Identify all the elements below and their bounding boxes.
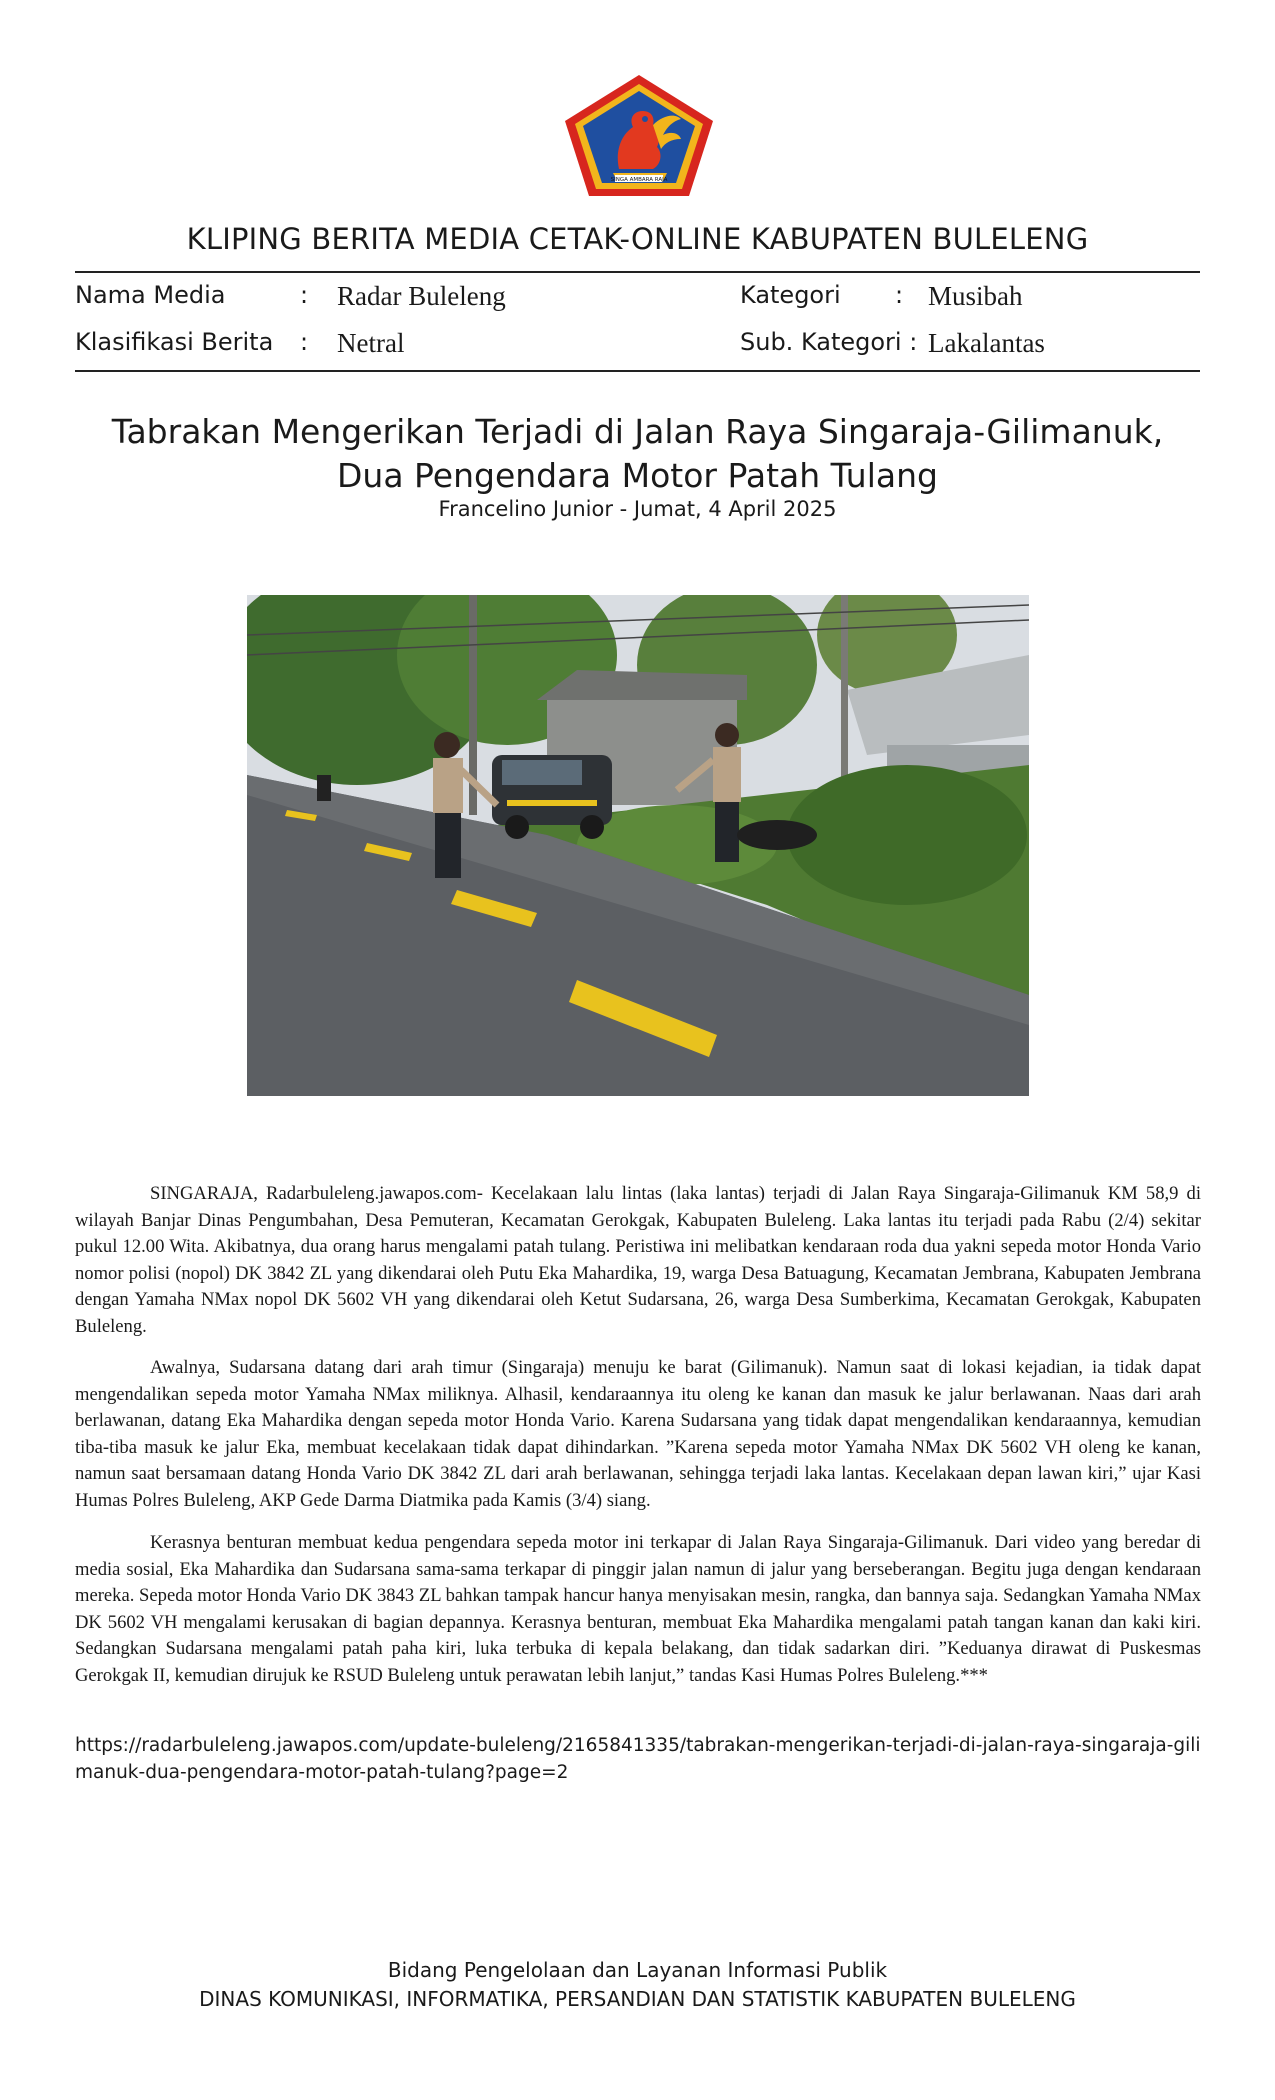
logo-motto-text: SINGA AMBARA RAJA bbox=[610, 177, 668, 183]
article-photo bbox=[247, 595, 1029, 1096]
classification-label: Klasifikasi Berita bbox=[75, 328, 274, 356]
document-header-title: KLIPING BERITA MEDIA CETAK-ONLINE KABUPATEN BULELENG bbox=[186, 222, 1089, 256]
article-paragraph-1: SINGARAJA, Radarbuleleng.jawapos.com- Kecelakaan lalu lintas (laka lantas) terjadi di Jalan Raya Singaraja-Gilimanuk KM 58,9 di wilayah Banjar Dinas Pengumbahan, Desa Pemuteran, Kecamatan Gerokgak, Kabupaten Buleleng. Laka lantas itu terjadi pada Rabu (2/4) sekitar pukul 12.00 Wita. Akibatnya, dua orang harus mengalami patah tulang. Peristiwa ini melibatkan kendaraan roda dua yakni sepeda motor Honda Vario nomor polisi (nopol) DK 3842 ZL yang dikendarai oleh Putu Eka Mahardika, 19, warga Desa Batuagung, Kecamatan Jembrana, Kabupaten Jembrana dengan Yamaha NMax nopol DK 5602 VH yang dikendarai oleh Ketut Sudarsana, 26, warga Desa Sumberkima, Kecamatan Gerokgak, Kabupaten Buleleng. bbox=[75, 1183, 1201, 1337]
subcategory-label: Sub. Kategori : bbox=[740, 328, 918, 356]
article-title-line-2: Dua Pengendara Motor Patah Tulang bbox=[337, 456, 938, 495]
divider-bottom bbox=[75, 370, 1200, 372]
classification-colon: : bbox=[300, 328, 309, 356]
media-name-colon: : bbox=[300, 281, 309, 309]
footer-agency: DINAS KOMUNIKASI, INFORMATIKA, PERSANDIAN DAN STATISTIK KABUPATEN BULELENG bbox=[199, 1987, 1076, 2011]
regency-emblem-logo bbox=[563, 73, 715, 198]
category-label: Kategori bbox=[740, 281, 841, 309]
article-byline: Francelino Junior - Jumat, 4 April 2025 bbox=[438, 497, 837, 521]
divider-top bbox=[75, 271, 1200, 273]
article-title bbox=[0, 410, 1275, 498]
article-paragraph-2: Awalnya, Sudarsana datang dari arah timur (Singaraja) menuju ke barat (Gilimanuk). Namun saat di lokasi kejadian, ia tidak dapat mengendalikan sepeda motor Yamaha NMax miliknya. Alhasil, kendaraannya itu oleng ke kanan dan masuk ke jalur berlawanan. Naas dari arah berlawanan, datang Eka Mahardika dengan sepeda motor Honda Vario. Karena Sudarsana yang tidak dapat mengendalikan kendaraannya, kemudian tiba-tiba masuk ke jalur Eka, membuat kecelakaan tidak dapat dihindarkan. ”Karena sepeda motor Yamaha NMax DK 5602 VH oleng ke kanan, namun saat bersamaan datang Honda Vario DK 3842 ZL dari arah berlawanan, sehingga terjadi laka lantas. Kecelakaan depan lawan kiri,” ujar Kasi Humas Polres Buleleng, AKP Gede Darma Diatmika pada Kamis (3/4) siang. bbox=[75, 1357, 1201, 1511]
classification-value: Netral bbox=[337, 328, 405, 358]
media-name-label: Nama Media bbox=[75, 281, 226, 309]
article-paragraph-3: Kerasnya benturan membuat kedua pengendara sepeda motor ini terkapar di Jalan Raya Singaraja-Gilimanuk. Dari video yang beredar di media sosial, Eka Mahardika dan Sudarsana sama-sama terkapar di pinggir jalan namun di jalur yang berseberangan. Begitu juga dengan kendaraan mereka. Sepeda motor Honda Vario DK 3843 ZL bahkan tampak hancur hanya menyisakan mesin, rangka, dan bannya saja. Sedangkan Yamaha NMax DK 5602 VH mengalami kerusakan di bagian depannya. Kerasnya benturan, membuat Eka Mahardika mengalami patah tangan kanan dan kaki kiri. Sedangkan Sudarsana mengalami patah paha kiri, luka terbuka di kepala belakang, dan tidak sadarkan diri. ”Keduanya dirawat di Puskesmas Gerokgak II, kemudian dirujuk ke RSUD Buleleng untuk perawatan lebih lanjut,” tandas Kasi Humas Polres Buleleng.*** bbox=[75, 1532, 1201, 1686]
footer-department: Bidang Pengelolaan dan Layanan Informasi Publik bbox=[387, 1958, 888, 1982]
category-value: Musibah bbox=[928, 281, 1023, 311]
media-name-value: Radar Buleleng bbox=[337, 281, 506, 311]
article-title-line-1: Tabrakan Mengerikan Terjadi di Jalan Raya Singaraja-Gilimanuk, bbox=[111, 412, 1164, 451]
subcategory-value: Lakalantas bbox=[928, 328, 1045, 358]
category-colon: : bbox=[895, 281, 904, 309]
source-url-link[interactable]: https://radarbuleleng.jawapos.com/update-buleleng/2165841335/tabrakan-mengerikan-terjadi-di-jalan-raya-singaraja-gilimanuk-dua-pengendara-motor-patah-tulang?page=2 bbox=[75, 1735, 1201, 1783]
